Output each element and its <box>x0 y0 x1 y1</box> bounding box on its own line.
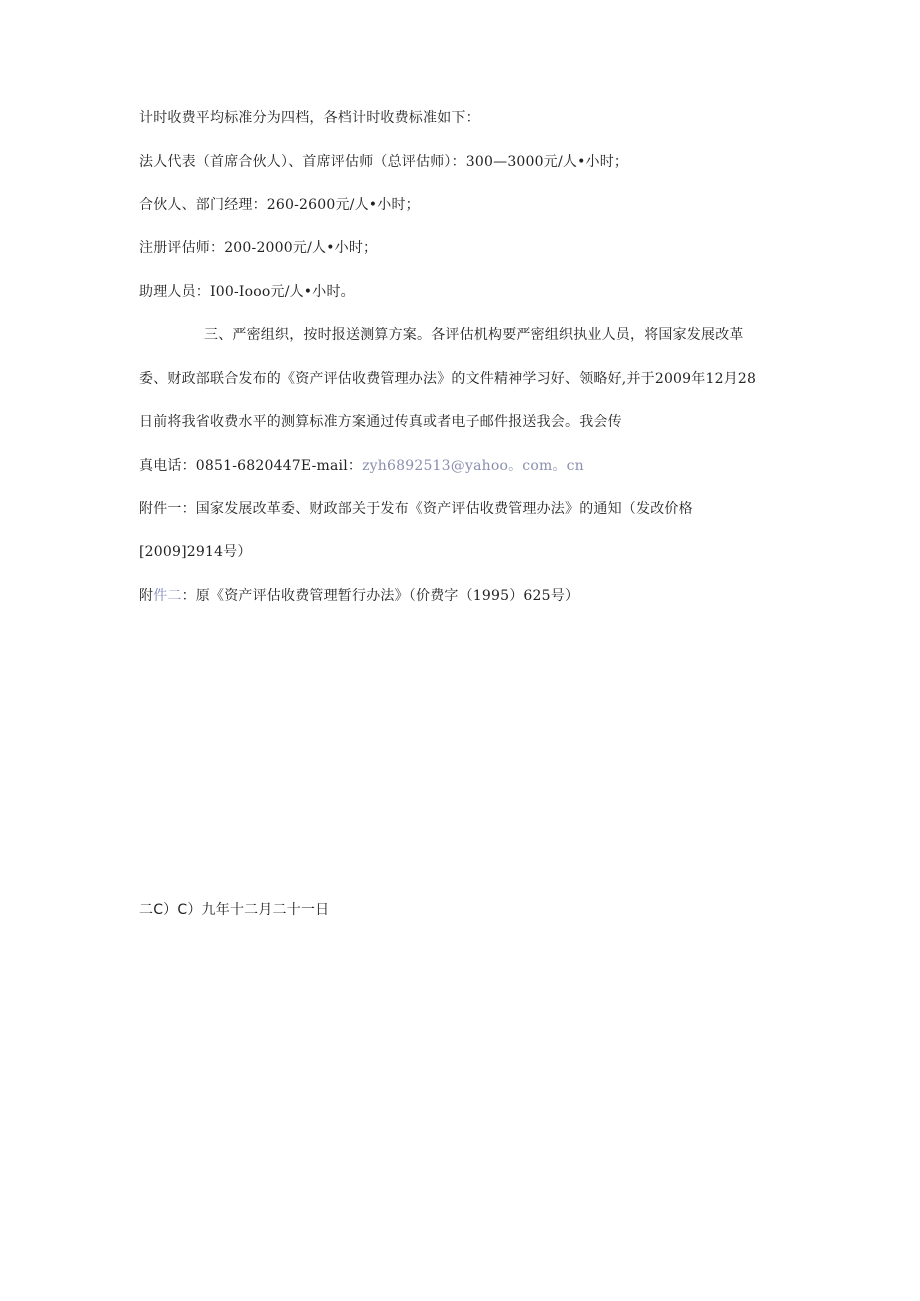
contact-email-link[interactable]: zyh6892513@yahoo。com。cn <box>362 458 584 474</box>
attachment-2-text: ：原《资产评估收费管理暂行办法》（价费字（1995）625号） <box>181 588 580 604</box>
attachment-1-line-2: [2009]2914号） <box>139 544 252 560</box>
fee-tier-3-text: 注册评估师：200-2000元/人•小时； <box>139 240 378 256</box>
contact-phone-text: 真电话：0851-6820447E-mail： <box>139 458 363 474</box>
fee-tier-4-text: 助理人员：I00-Iooo元/人•小时。 <box>139 284 355 300</box>
contact-line <box>139 457 584 475</box>
fee-tier-2-text: 合伙人、部门经理：260-2600元/人•小时； <box>139 197 420 213</box>
attachment-2-prefix: 附 <box>139 588 154 604</box>
section-3-line-1: 三、严密组织，按时报送测算方案。各评估机构要严密组织执业人员，将国家发展改革 <box>204 327 744 343</box>
attachment-1-line-1: 附件一：国家发展改革委、财政部关于发布《资产评估收费管理办法》的通知（发改价格 <box>139 501 693 517</box>
fee-intro-text: 计时收费平均标准分为四档，各档计时收费标准如下： <box>139 110 480 126</box>
attachment-2-line <box>139 587 579 605</box>
section-3-line-2: 委、财政部联合发布的《资产评估收费管理办法》的文件精神学习好、领略好,并于2009年12月28 <box>139 371 757 387</box>
section-3-line-3: 日前将我省收费水平的测算标准方案通过传真或者电子邮件报送我会。我会传 <box>139 414 622 430</box>
attachment-2-label: 件二 <box>153 588 182 604</box>
fee-tier-1-text: 法人代表（首席合伙人）、首席评估师（总评估师）：300—3000元/人•小时； <box>139 154 629 170</box>
document-date: 二C）C）九年十二月二十一日 <box>139 902 330 918</box>
